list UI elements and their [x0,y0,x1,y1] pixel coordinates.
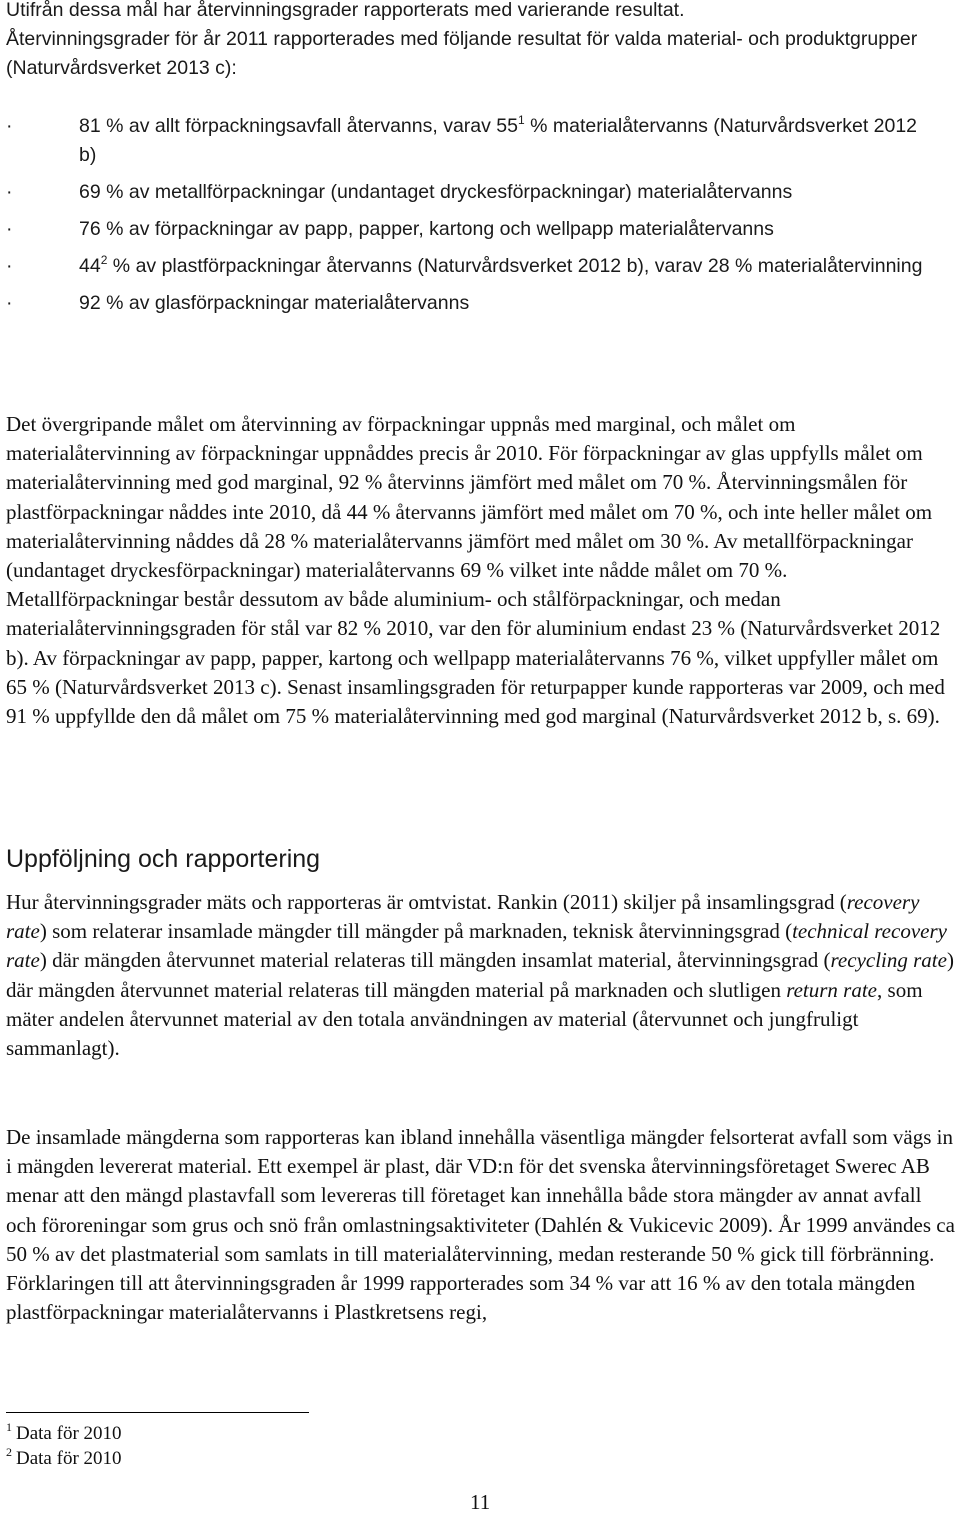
paragraph-text: ) där mängden återvunnet material relateras till mängden insamlat material, återvinningsgrad ( [39,948,831,973]
list-item [0,112,939,170]
footnotes [6,1421,122,1471]
list-item [0,215,939,244]
intro-text [6,0,956,83]
term-italic: technical recovery rate [6,919,947,973]
section-heading: Uppföljning och rapportering [6,845,321,873]
list-item [0,178,939,207]
bullet-marker: · [6,255,13,277]
bullet-text: % materialåtervanns (Naturvårdsverket 2012 b) [79,115,918,166]
bullet-text: 76 % av förpackningar av papp, papper, kartong och wellpapp materialåtervanns [79,218,774,240]
bullet-marker: · [6,115,13,137]
bullet-marker: · [6,218,13,240]
footnote [6,1446,122,1471]
bullet-marker: · [6,181,13,203]
page-number: 11 [470,1490,491,1514]
results-bullet-list [0,112,960,326]
bullet-text: 81 % av allt förpackningsavfall återvanns, varav 55 [79,115,518,137]
term-italic: return rate [786,977,878,1002]
footnote-text: Data för 2010 [16,1423,122,1444]
term-italic: recycling rate [830,948,947,973]
paragraph-text: , som mäter andelen återvunnet material av den totala användningen av material (återvunnet och jungfruligt sammanlagt). [6,977,923,1061]
list-item [0,289,939,318]
bullet-text: 92 % av glasförpackningar materialåtervanns [79,292,470,314]
paragraph-text: Hur återvinningsgrader mäts och rapporteras är omtvistat. Rankin (2011) skiljer på insamlingsgrad ( [6,890,847,914]
paragraph-results: Det övergripande målet om återvinning av förpackningar uppnås med marginal, och målet om materialåtervinning av förpackningar uppnåddes precis år 2010. För förpackningar av glas uppfylls målet om materialåtervinning med god marginal, 92 % återvinns jämfört med målet om 70 %. Återvinningsmålen för plastförpackningar nåddes inte 2010, då 44 % återvanns jämfört med målet om 70 %, och inte heller målet om materialåtervinning nåddes då 28 % materialåtervanns jämfört med målet om 30 %. Av metallförpackningar (undantaget dryckesförpackningar) materialåtervanns 69 % vilket inte nådde målet om 70 %. Metallförpackningar består dessutom av både aluminium- och stålförpackningar, och medan materialåtervinningsgraden för stål var 82 % 2010, var den för aluminium endast 23 % (Naturvårdsverket 2012 b). Av förpackningar av papp, papper, kartong och wellpapp materialåtervanns 76 %, vilket uppfyller målet om 65 % (Naturvårdsverket 2013 c). Senast insamlingsgraden för returpapper kunde rapporteras var 2009, och med 91 % uppfyllde den då målet om 75 % materialåtervinning med god marginal (Naturvårdsverket 2012 b, s. 69). [6,412,945,729]
footnote-number: 2 [6,1445,12,1459]
intro-line-2: Återvinningsgrader för år 2011 rapporterades med följande resultat för valda material- och produktgrupper (Naturvårdsverket 2013 c): [6,28,918,79]
intro-line-1: Utifrån dessa mål har återvinningsgrader rapporterats med varierande resultat. [6,0,685,21]
footnote-number: 1 [6,1420,12,1434]
paragraph-collected-amounts: De insamlade mängderna som rapporteras kan ibland innehålla väsentliga mängder felsorterat avfall som vägs in i mängden levererat material. Ett exempel är plast, där VD:n för det svenska återvinningsföretaget Swerec AB menar att den mängd plastavfall som levereras till företaget kan innehålla både stora mängder av annat avfall och föroreningar som grus och snö från omlastningsaktiviteter (Dahlén & Vukicevic 2009). År 1999 användes ca 50 % av det plastmaterial som samlats in till materialåtervinning, medan resterande 50 % gick till förbränning. Förklaringen till att återvinningsgraden år 1999 rapporterades som 34 % var att 16 % av den totala mängden plastförpackningar materialåtervanns i Plastkretsens regi, [6,1125,955,1325]
bullet-marker: · [6,292,13,314]
footnote-text: Data för 2010 [16,1448,122,1469]
paragraph-text: ) som relaterar insamlade mängder till mängder på marknaden, teknisk återvinningsgrad ( [39,919,793,944]
bullet-text: 44 [79,255,101,277]
bullet-text: 69 % av metallförpackningar (undantaget dryckesförpackningar) materialåtervanns [79,181,793,203]
term-italic: recovery rate [6,890,920,944]
paragraph-text: ) där mängden återvunnet material relateras till mängden material på marknaden och slutligen [6,948,954,1002]
list-item [0,252,939,281]
paragraph-measurement [6,888,956,1063]
bullet-text: % av plastförpackningar återvanns (Naturvårdsverket 2012 b), varav 28 % materialåtervinning [107,255,923,277]
footnote-ref: 2 [100,253,108,267]
footnote-ref: 1 [518,113,525,127]
footnote [6,1421,122,1446]
footnote-divider [6,1412,309,1413]
